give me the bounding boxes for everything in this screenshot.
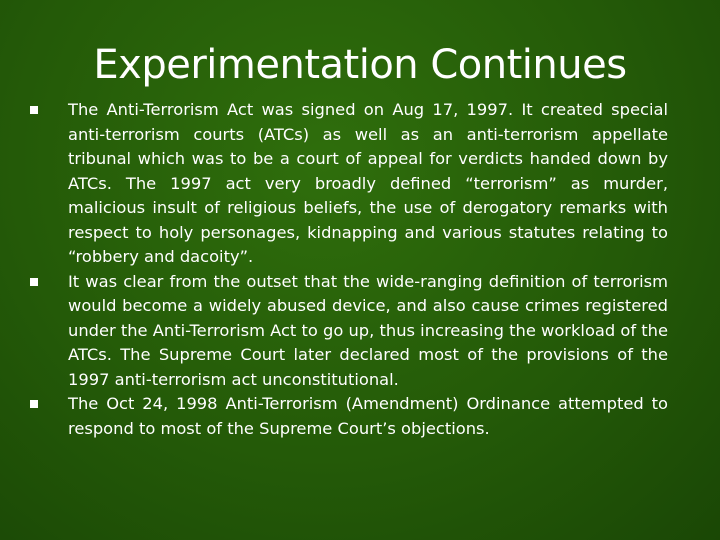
bullet-item (30, 392, 668, 441)
square-bullet-icon (30, 400, 38, 408)
slide-title: Experimentation Continues (93, 42, 627, 88)
bullet-list (30, 98, 668, 441)
bullet-item (30, 98, 668, 270)
bullet-text: The Anti-Terrorism Act was signed on Aug 17, 1997. It created special anti-terrorism courts (ATCs) as well as an anti-terrorism appellate tribunal which was to be a court of appeal for verdicts handed down by ATCs. The 1997 act very broadly defined “terrorism” as murder, malicious insult of religious beliefs, the use of derogatory remarks with respect to holy personages, kidnapping and various statutes relating to “robbery and dacoity”. (68, 100, 668, 266)
bullet-item (30, 270, 668, 393)
bullet-text: The Oct 24, 1998 Anti-Terrorism (Amendment) Ordinance attempted to respond to most of the Supreme Court’s objections. (68, 394, 668, 438)
bullet-text: It was clear from the outset that the wide-ranging definition of terrorism would become a widely abused device, and also cause crimes registered under the Anti-Terrorism Act to go up, thus increasing the workload of the ATCs. The Supreme Court later declared most of the provisions of the 1997 anti-terrorism act unconstitutional. (68, 271, 668, 389)
square-bullet-icon (30, 278, 38, 286)
square-bullet-icon (30, 106, 38, 114)
